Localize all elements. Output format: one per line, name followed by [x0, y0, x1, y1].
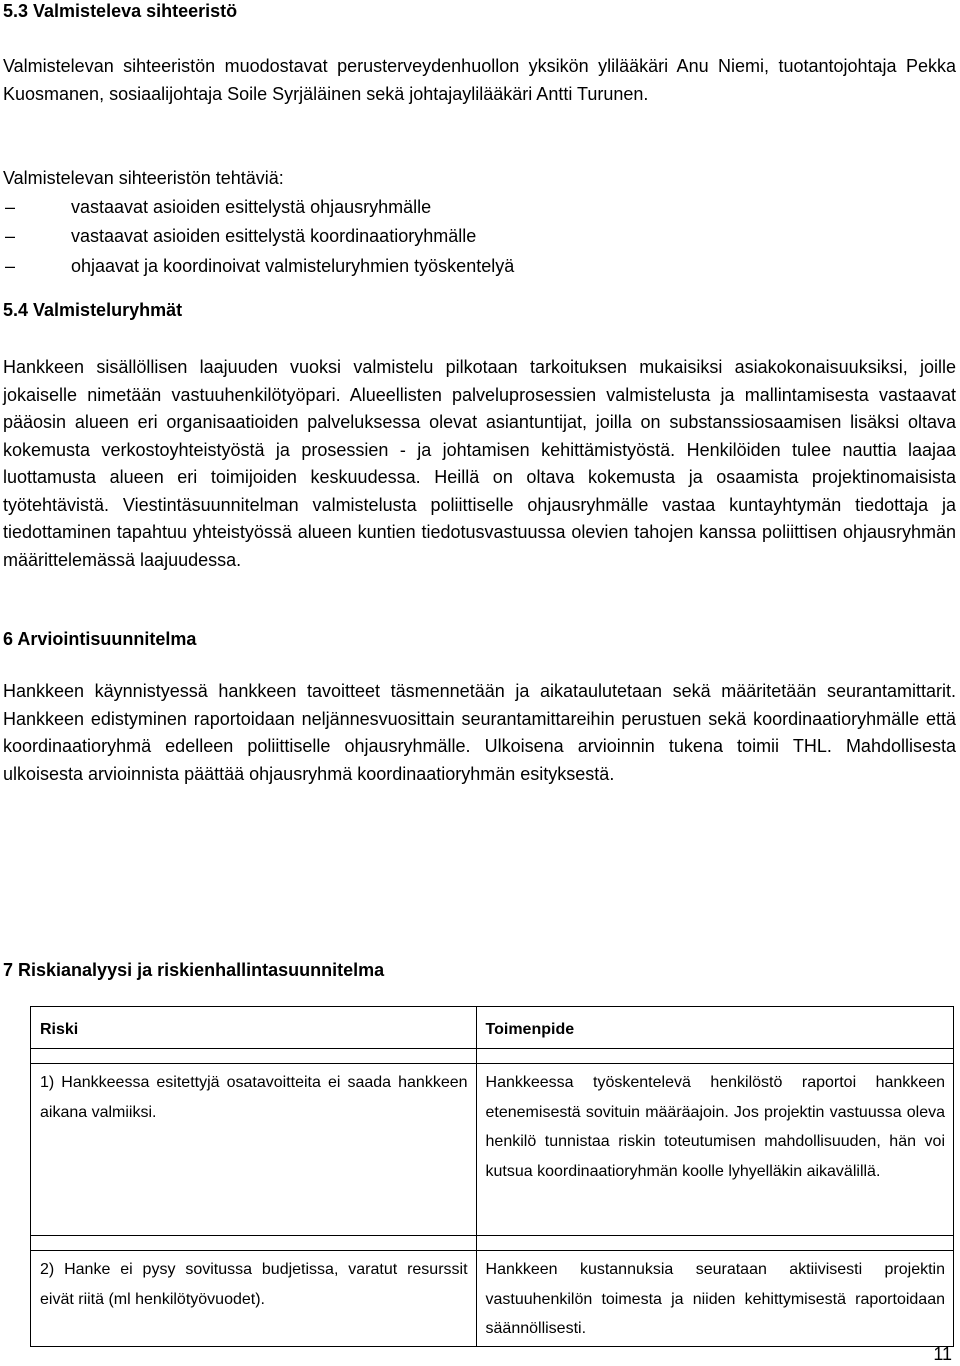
section-5-4-heading: 5.4 Valmisteluryhmät — [3, 300, 183, 320]
table-header-row — [31, 1007, 954, 1049]
section-6-heading: 6 Arviointisuunnitelma — [3, 629, 197, 649]
list-item — [3, 194, 956, 223]
header-action: Toimenpide — [476, 1007, 953, 1049]
section-6-body: Hankkeen käynnistyessä hankkeen tavoitteet täsmennetään ja aikataulutetaan sekä määritetään seurantamittarit. Hankkeen edistyminen raportoidaan neljännesvuosittain seurantamittareihin perustuen sekä koordinaatioryhmälle että koordinaatioryhmä edelleen poliittiselle ohjausryhmälle. Ulkoisena arvioinnin tukena toimii THL. Mahdollisesta ulkoisesta arvioinnista päättää ohjausryhmä koordinaatioryhmän esityksestä. — [3, 681, 956, 784]
action-cell: Hankkeen kustannuksia seurataan aktiivisesti projektin vastuuhenkilön toimesta ja niiden kehittymisestä raportoidaan säännöllisesti. — [476, 1251, 953, 1347]
tasks-label: Valmistelevan sihteeristön tehtäviä: — [3, 168, 284, 188]
risk-cell: 1) Hankkeessa esitettyjä osatavoitteita ei saada hankkeen aikana valmiiksi. — [31, 1064, 477, 1236]
list-item — [3, 253, 956, 282]
table-row — [31, 1251, 954, 1347]
table-spacer — [31, 1236, 954, 1251]
task-text: ohjaavat ja koordinoivat valmisteluryhmien työskentelyä — [71, 255, 515, 276]
header-risk: Riski — [31, 1007, 477, 1049]
section-5-4-body: Hankkeen sisällöllisen laajuuden vuoksi valmistelu pilkotaan tarkoituksen mukaisiksi asiakokonaisuuksiksi, joille jokaiselle nimetään vastuuhenkilötyöpari. Alueellisten palveluprosessien valmistelusta ja mallintamisesta vastaavat pääosin alueen eri organisaatioiden palveluksessa olevat asiantuntijat, joilla on substanssiosaamisen lisäksi oltava kokemusta verkostoyhteistyöstä ja prosessien - ja johtamisen kehittämistyöstä. Henkilöiden tulee nauttia laajaa luottamusta alueen eri toimijoiden keskuudessa. Heillä on oltava kokemusta ja osaamista projektinomaisista työtehtävistä. Viestintäsuunnitelman valmistelusta poliittiselle ohjausryhmälle vastaa kuntayhtymän tiedottaja ja tiedottaminen tapahtuu yhteistyössä alueen kuntien tiedotusvastuussa olevien tahojen kanssa poliittisen ohjausryhmän määrittelemässä laajuudessa. — [3, 357, 956, 570]
risk-cell: 2) Hanke ei pysy sovitussa budjetissa, varatut resurssit eivät riitä (ml henkilötyövuodet). — [31, 1251, 477, 1347]
table-spacer — [31, 1049, 954, 1064]
action-cell: Hankkeessa työskentelevä henkilöstö raportoi hankkeen etenemisestä sovituin määräajoin. Jos projektin vastuussa oleva henkilö tunnistaa riskin toteutumisen mahdollisuuden, hän voi kutsua koordinaatioryhmän koolle lyhyelläkin aikavälillä. — [476, 1064, 953, 1236]
risk-table — [30, 1006, 954, 1347]
task-text: vastaavat asioiden esittelystä koordinaatioryhmälle — [71, 226, 477, 247]
list-item — [3, 223, 956, 252]
table-row — [31, 1064, 954, 1236]
page-number: 11 — [933, 1344, 952, 1364]
bullet-dash-icon: – — [5, 197, 16, 217]
task-text: vastaavat asioiden esittelystä ohjausryhmälle — [71, 197, 432, 217]
bullet-dash-icon: – — [5, 226, 16, 247]
bullet-dash-icon: – — [5, 255, 16, 276]
section-5-3-heading: 5.3 Valmisteleva sihteeristö — [3, 1, 238, 21]
tasks-list — [3, 194, 956, 282]
section-5-3-intro: Valmistelevan sihteeristön muodostavat perusterveydenhuollon yksikön ylilääkäri Anu Niemi, tuotantojohtaja Pekka Kuosmanen, sosiaalijohtaja Soile Syrjäläinen sekä johtajaylilääkäri Antti Turunen. — [3, 56, 956, 104]
section-7-heading: 7 Riskianalyysi ja riskienhallintasuunnitelma — [3, 960, 385, 980]
